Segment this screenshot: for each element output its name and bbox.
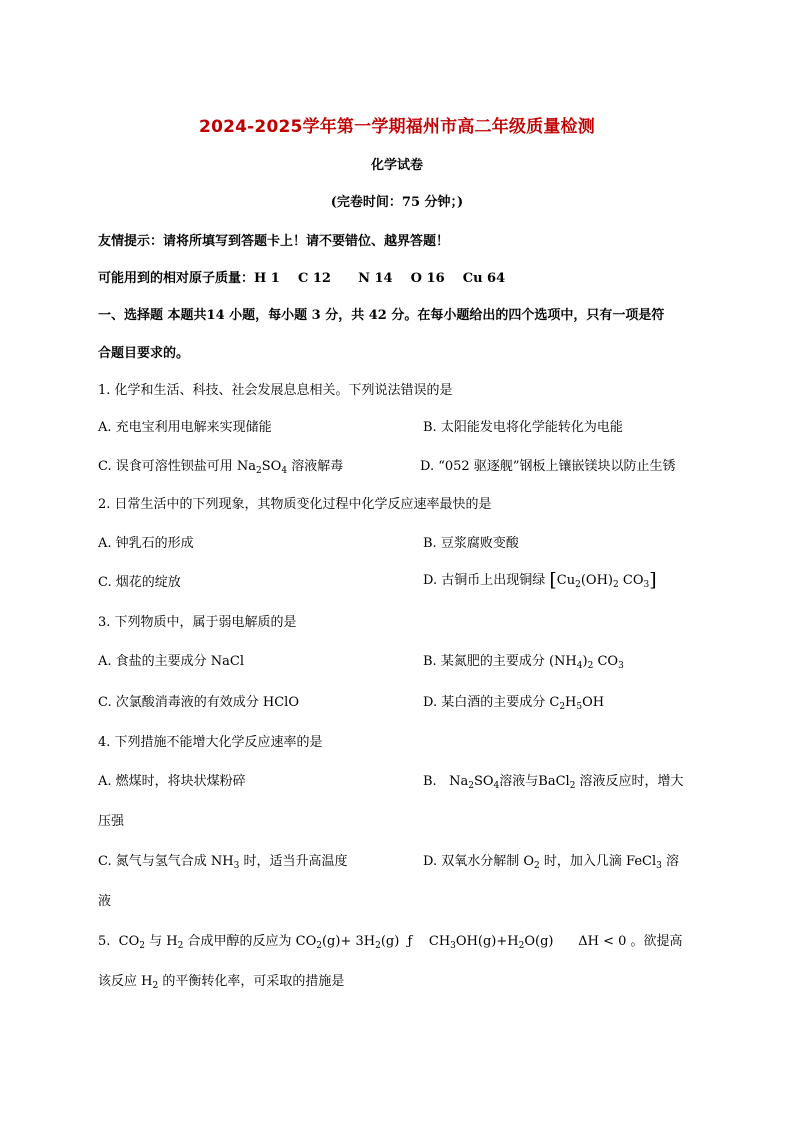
q3-option-b [423,650,624,669]
friendly-tip: 友情提示：请将所填写到答题卡上！请不要错位、越界答题！ [98,234,450,249]
subscript: 3 [656,861,662,871]
text-part: 该反应 H [98,974,153,989]
q4-option-b-tail: 溶液反应时，增大 [575,774,684,789]
subscript: 3 [233,861,240,871]
text-part: O(g) ΔH < 0 。欲提高 [524,934,683,949]
q3-stem: 3. 下列物质中，属于弱电解质的是 [98,615,297,630]
q4-option-b [423,770,684,789]
text-part: 5. CO [98,934,140,949]
subscript: 5 [576,702,583,712]
formula-part: 时，加入几滴 FeCl [539,854,657,869]
subscript: 3 [618,661,624,671]
q2-option-d [423,569,657,591]
q2-option-a: A. 钟乳石的形成 [98,536,194,551]
formula-part: SO [473,774,494,789]
bracket-open: [ [549,569,557,591]
q4-option-a: A. 燃煤时，将块状煤粉碎 [98,774,246,789]
atomic-masses: 可能用到的相对原子质量：H 1 C 12 N 14 O 16 Cu 64 [98,271,506,286]
q3-option-d-text: D. 某白酒的主要成分 C [423,695,560,710]
q4-option-c-text: C. 氮气与氢气合成 NH [98,854,234,869]
subscript: 4 [493,781,500,791]
q1-option-c-text: C. 误食可溶性钡盐可用 Na [98,459,257,474]
q1-option-c-tail: 溶液解毒 [287,459,344,474]
subscript: 2 [569,781,576,791]
q1-option-a: A. 充电宝利用电解来实现储能 [98,420,272,435]
q4-option-c-tail: 时，适当升高温度 [239,854,348,869]
subscript: 2 [534,861,540,871]
formula-part: Cu [556,573,576,588]
time-note: (完卷时间：75 分钟；) [330,195,464,210]
q3-option-b-text: B. 某氮肥的主要成分 [423,654,545,669]
q3-option-c: C. 次氯酸消毒液的有效成分 HClO [98,695,299,710]
q1-option-b: B. 太阳能发电将化学能转化为电能 [423,420,623,435]
formula-part: 溶液与BaCl [499,774,570,789]
q4-option-d-tail: 溶 [661,854,679,869]
subscript: 2 [256,466,262,476]
q5-stem-line2 [98,970,344,989]
formula-part: H [565,695,577,710]
q5-stem-line1 [98,930,683,949]
subscript: 3 [643,580,650,590]
q4-stem: 4. 下列措施不能增大化学反应速率的是 [98,735,323,750]
q4-option-d-continued: 液 [98,894,112,909]
subscript: 2 [177,941,184,951]
text-part: 合成甲醇的反应为 CO [183,934,317,949]
formula-part: (OH) [580,573,613,588]
subscript: 2 [468,781,474,791]
subscript: 2 [152,981,159,991]
q4-option-d-text: D. 双氧水分解制 O [423,854,535,869]
subscript: 2 [375,941,381,951]
q4-option-c [98,850,347,869]
q3-option-d [423,691,604,710]
formula-part: ) [582,654,588,669]
q1-stem: 1. 化学和生活、科技、社会发展息息相关。下列说法错误的是 [98,383,453,398]
subscript: 2 [587,661,594,671]
exam-subject: 化学试卷 [370,158,423,173]
section-heading-line1: 一、选择题 本题共14 小题，每小题 3 分，共 42 分。在每小题给出的四个选项中，只有一项是符 [98,308,665,323]
section-heading-line2: 合题目要求的。 [98,346,190,361]
subscript: 2 [575,580,581,590]
q4-option-d [423,850,679,869]
text-part: (g)+ 3H [321,934,376,949]
text-part: OH(g)+H [455,934,519,949]
text-part: (g) ƒ CH [380,934,451,949]
subscript: 2 [139,941,146,951]
subscript: 2 [316,941,322,951]
q4-option-b-text: B. Na [423,774,469,789]
q4-option-b-continued: 压强 [98,814,125,829]
subscript: 4 [281,466,288,476]
text-part: 与 H [145,934,178,949]
formula-part: (NH [548,654,577,669]
q2-option-b: B. 豆浆腐败变酸 [423,536,519,551]
subscript: 4 [576,661,583,671]
subscript: 2 [559,702,566,712]
formula-part: OH [582,695,605,710]
subscript: 2 [613,580,619,590]
formula-part: SO [261,459,282,474]
q3-option-a: A. 食盐的主要成分 NaCl [98,654,245,669]
q2-stem: 2. 日常生活中的下列现象，其物质变化过程中化学反应速率最快的是 [98,497,492,512]
exam-title: 2024-2025学年第一学期福州市高二年级质量检测 [199,117,595,137]
formula-part: CO [593,654,619,669]
text-part: 的平衡转化率，可采取的措施是 [158,974,345,989]
q1-option-d: D. “052 驱逐舰”钢板上镶嵌镁块以防止生锈 [420,459,676,474]
formula-part: CO [618,573,644,588]
q1-option-c [98,455,343,474]
q2-option-c: C. 烟花的绽放 [98,575,181,590]
q2-option-d-text: D. 古铜币上出现铜绿 [423,573,546,588]
bracket-close: ] [649,569,657,591]
subscript: 3 [450,941,456,951]
subscript: 2 [518,941,525,951]
